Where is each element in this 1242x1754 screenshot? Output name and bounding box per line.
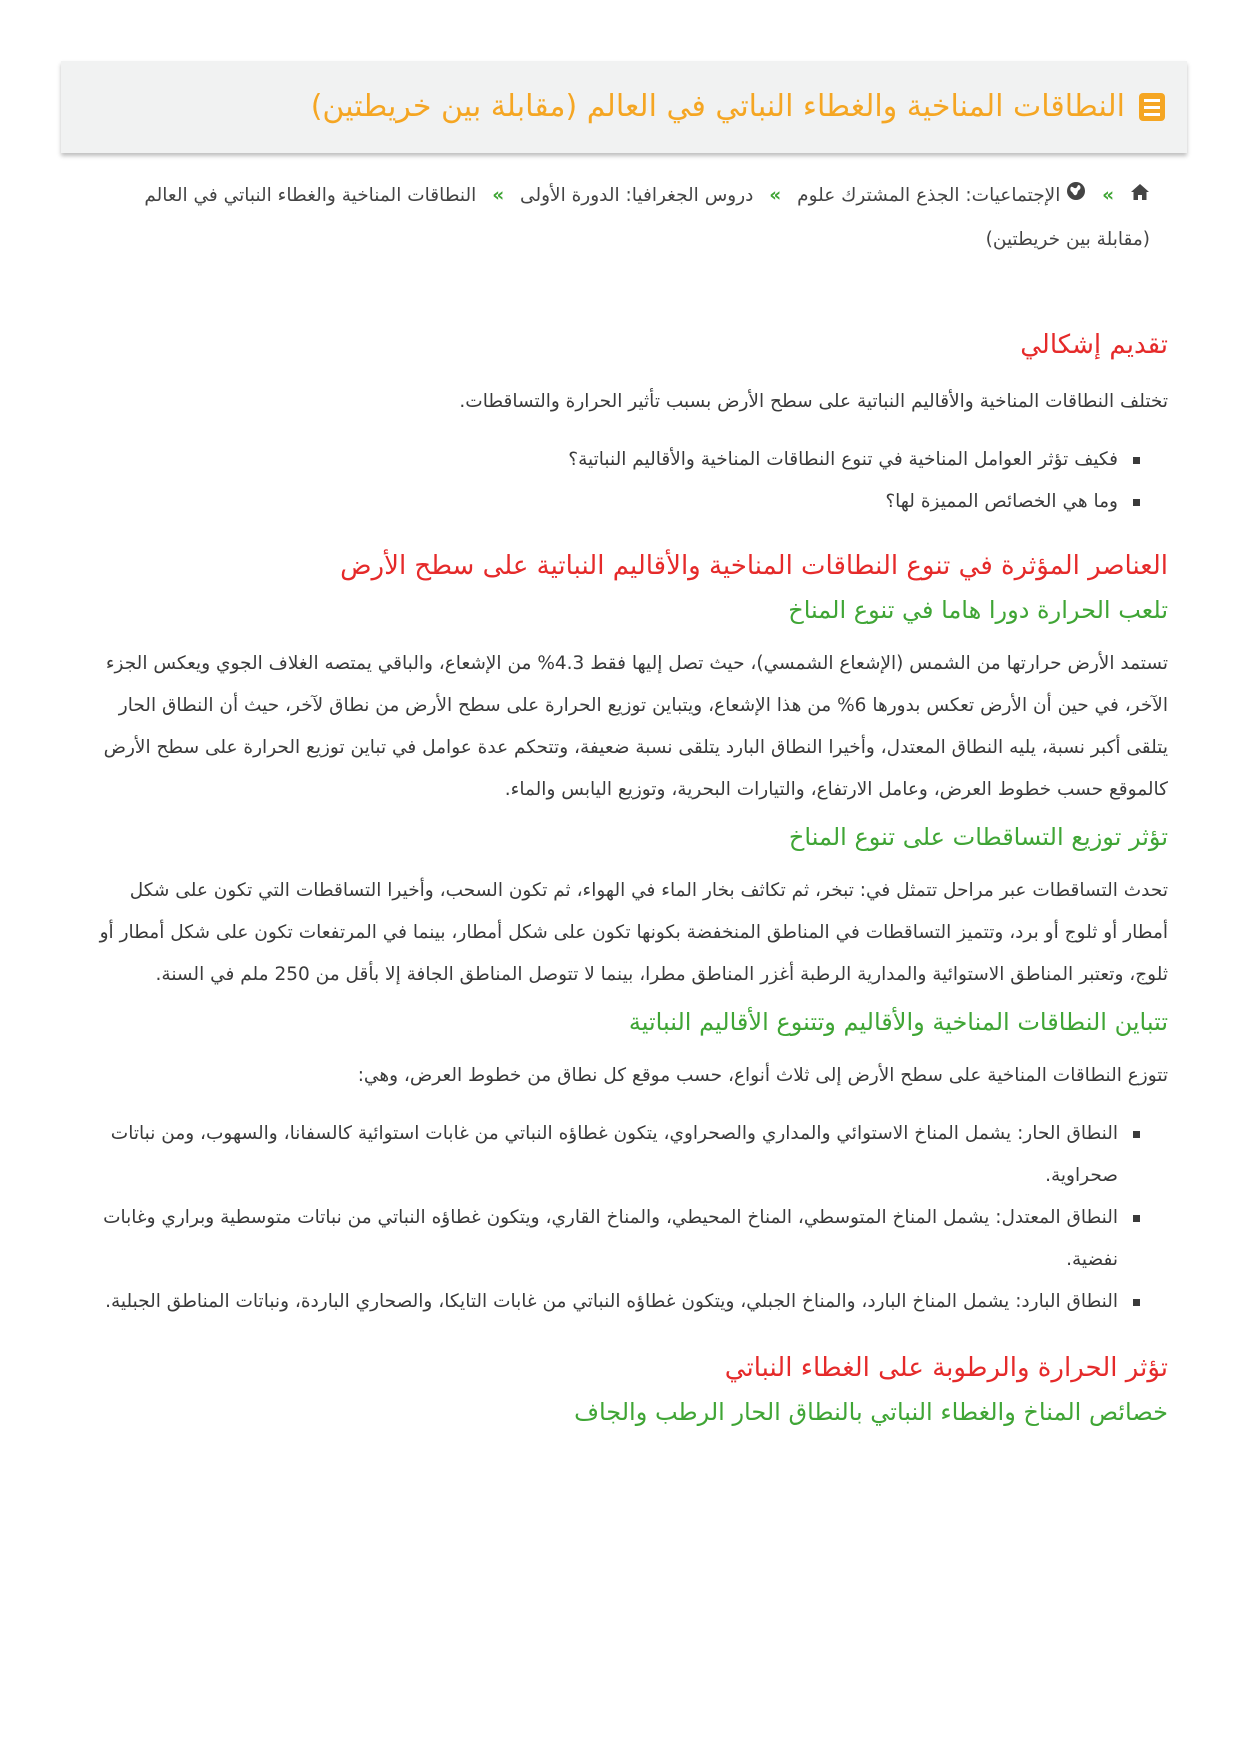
breadcrumb-link-lessons[interactable]: دروس الجغرافيا: الدورة الأولى [520, 185, 754, 206]
breadcrumb-separator: » [1102, 185, 1115, 206]
temperature-paragraph: تستمد الأرض حرارتها من الشمس (الإشعاع الشمسي)، حيث تصل إليها فقط 4.3% من الإشعاع، والباقي يمتصه الغلاف الجوي ويعكس الجزء الآخر، في حين أن الأرض تعكس بدورها 6% من هذا الإشعاع، ويتباين توزيع الحرارة على سطح الأرض من نطاق لآخر، حيث أن النطاق الحار يتلقى أكبر نسبة، يليه النطاق المعتدل، وأخيرا النطاق البارد يتلقى نسبة ضعيفة، وتتحكم عدة عوامل في تباين توزيع الحرارة على سطح الأرض كالموقع حسب خطوط العرض، وعامل الارتفاع، والتيارات البحرية، وتوزيع اليابس والماء. [103, 653, 1168, 801]
article-content [84, 330, 1168, 1427]
breadcrumb-separator: » [769, 185, 782, 206]
list-item: فكيف تؤثر العوامل المناخية في تنوع النطاقات المناخية والأقاليم النباتية؟ [84, 439, 1148, 481]
precipitation-paragraph: تحدث التساقطات عبر مراحل تتمثل في: تبخر، ثم تكاثف بخار الماء في الهواء، ثم تكون السحب، وأخيرا التساقطات التي تكون على شكل أمطار أو ثلوج أو برد، وتتميز التساقطات في المناطق المنخفضة بكونها تكون على شكل أمطار، بينما في المرتفعات تكون على شكل أمطار أو ثلوج، وتعتبر المناطق الاستوائية والمدارية الرطبة أغزر المناطق مطرا، بينما لا تتوصل المناطق الجافة إلا بأقل من 250 ملم في السنة. [99, 879, 1168, 985]
page-title: النطاقات المناخية والغطاء النباتي في العالم (مقابلة بين خريطتين) [310, 89, 1125, 124]
globe-icon [1066, 174, 1086, 218]
list-item: النطاق البارد: يشمل المناخ البارد، والمناخ الجبلي، ويتكون غطاؤه النباتي من غابات التايكا، والصحاري الباردة، ونباتات المناطق الجبلية. [84, 1281, 1148, 1323]
article-title-bar [61, 61, 1187, 153]
intro-paragraph: تختلف النطاقات المناخية والأقاليم النباتية على سطح الأرض بسبب تأثير الحرارة والتساقطات. [459, 391, 1168, 413]
intro-questions-list [84, 439, 1168, 523]
intro-heading: تقديم إشكالي [1020, 330, 1168, 360]
vegetation-subheading: خصائص المناخ والغطاء النباتي بالنطاق الحار الرطب والجاف [574, 1397, 1168, 1426]
breadcrumb [120, 174, 1150, 262]
list-item: وما هي الخصائص المميزة لها؟ [84, 481, 1148, 523]
zones-list [84, 1113, 1168, 1323]
breadcrumb-current: النطاقات المناخية والغطاء النباتي في العالم (مقابلة بين خريطتين) [144, 185, 1150, 250]
factors-heading: العناصر المؤثرة في تنوع النطاقات المناخية والأقاليم النباتية على سطح الأرض [340, 551, 1168, 582]
breadcrumb-link-subject[interactable]: الإجتماعيات: الجذع المشترك علوم [797, 185, 1061, 206]
home-icon[interactable] [1130, 174, 1150, 218]
temperature-heading: تلعب الحرارة دورا هاما في تنوع المناخ [788, 596, 1168, 625]
vegetation-heading: تؤثر الحرارة والرطوبة على الغطاء النباتي [724, 1352, 1168, 1383]
precipitation-heading: تؤثر توزيع التساقطات على تنوع المناخ [788, 823, 1168, 852]
zones-heading: تتباين النطاقات المناخية والأقاليم وتتنوع الأقاليم النباتية [628, 1007, 1168, 1036]
document-list-icon [1139, 93, 1165, 121]
zones-paragraph: تتوزع النطاقات المناخية على سطح الأرض إلى ثلاث أنواع، حسب موقع كل نطاق من خطوط العرض، وهي: [357, 1064, 1168, 1086]
list-item: النطاق المعتدل: يشمل المناخ المتوسطي، المناخ المحيطي، والمناخ القاري، ويتكون غطاؤه النباتي من نباتات متوسطية وبراري وغابات نفضية. [84, 1197, 1148, 1281]
breadcrumb-separator: » [492, 185, 505, 206]
list-item: النطاق الحار: يشمل المناخ الاستوائي والمداري والصحراوي، يتكون غطاؤه النباتي من غابات استوائية كالسفانا، والسهوب، ومن نباتات صحراوية. [84, 1113, 1148, 1197]
